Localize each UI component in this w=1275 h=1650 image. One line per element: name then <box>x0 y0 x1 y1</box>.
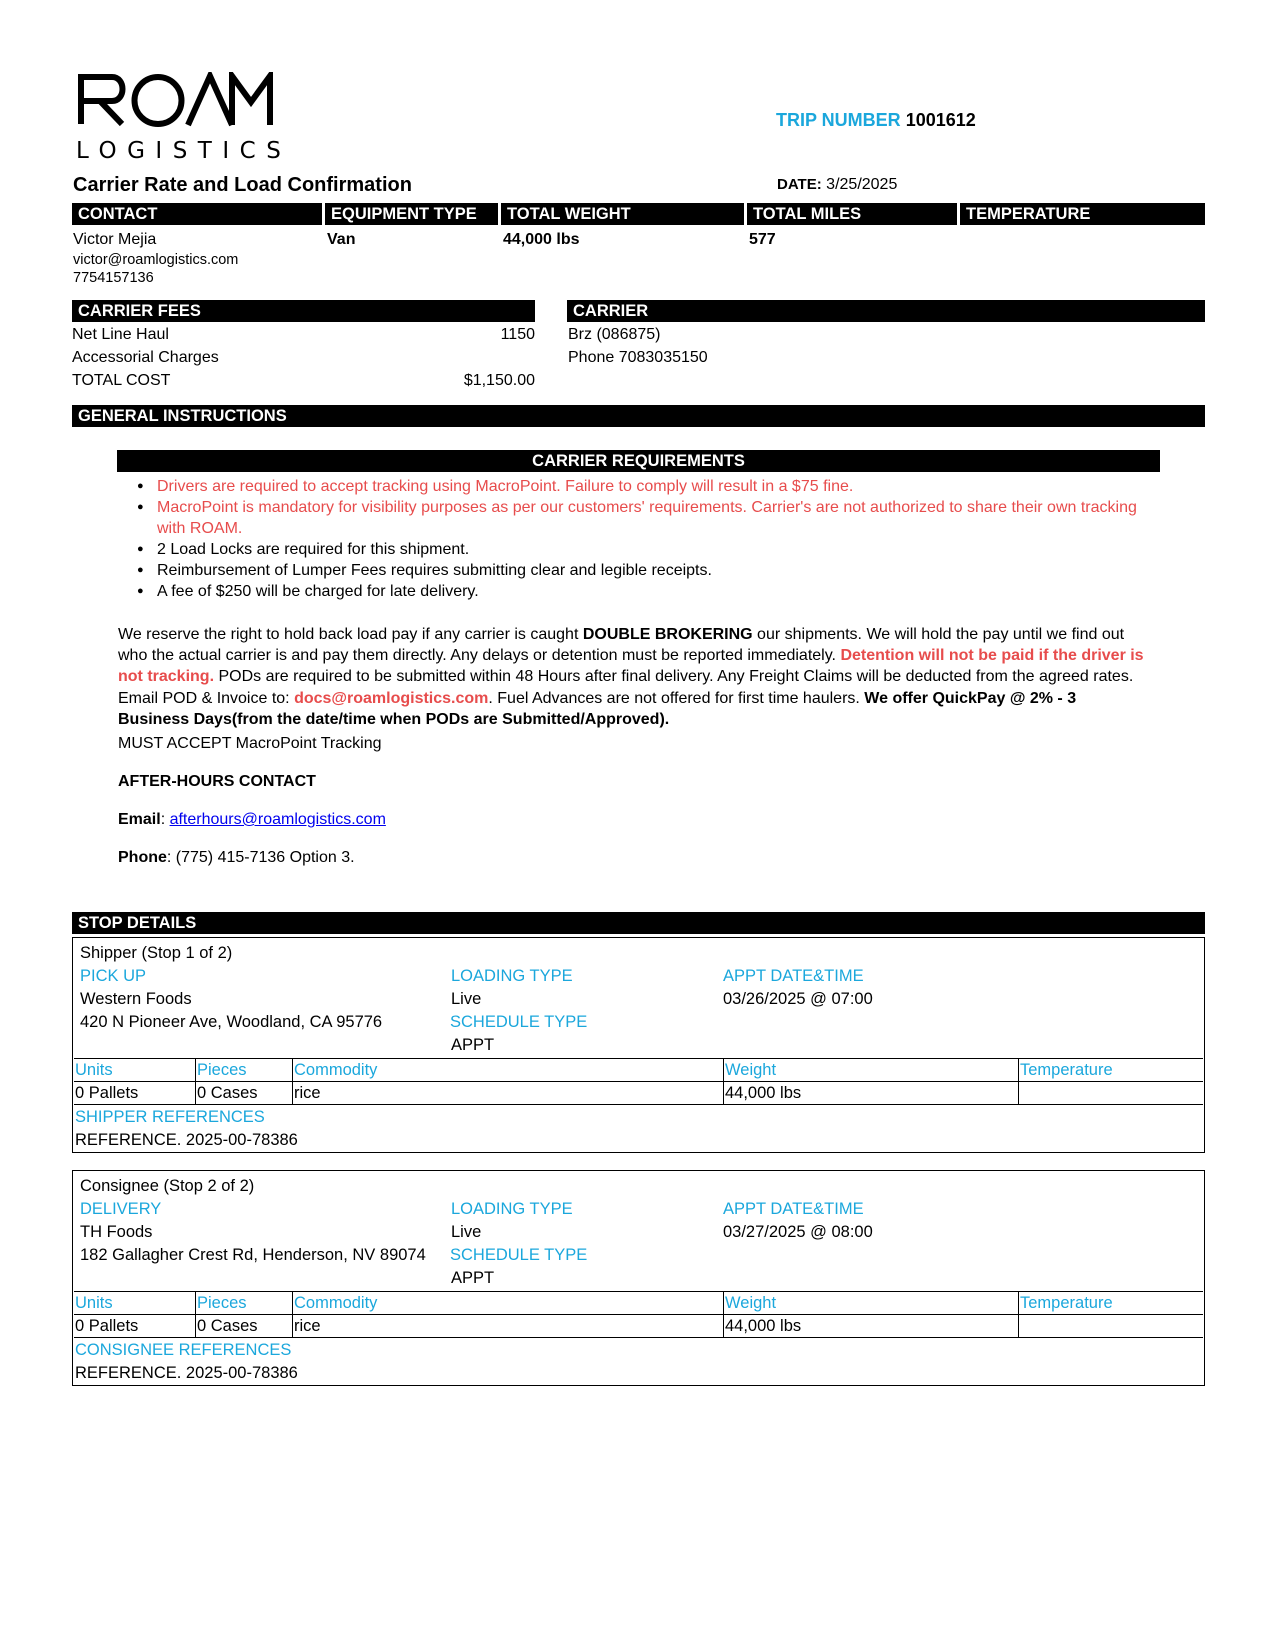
equipment-value: Van <box>327 231 356 248</box>
terms-text: We reserve the right to hold back load pay if any carrier is caught <box>118 626 583 643</box>
trip-number-value: 1001612 <box>905 110 976 130</box>
loading-type-value: Live <box>451 990 482 1008</box>
col-temperature: Temperature <box>1020 1294 1113 1312</box>
requirement-text: Drivers are required to accept tracking using MacroPoint. Failure to comply will result in a $75 fine. <box>157 478 854 495</box>
table-rule <box>74 1291 1203 1292</box>
date-value: 3/25/2025 <box>826 176 898 193</box>
trip-number <box>776 110 976 130</box>
table-divider <box>195 1291 196 1337</box>
email-label: Email <box>118 811 161 828</box>
date-label: DATE: <box>777 176 822 193</box>
weight-value: 44,000 lbs <box>503 231 580 248</box>
appt-value: 03/26/2025 @ 07:00 <box>723 990 873 1008</box>
stop-card-consignee <box>72 1170 1205 1386</box>
cell-units: 0 Pallets <box>75 1084 139 1102</box>
header-temperature: TEMPERATURE <box>960 203 1205 225</box>
loading-type-value: Live <box>451 1223 482 1241</box>
stop-company: TH Foods <box>80 1223 153 1241</box>
stop-card-shipper <box>72 937 1205 1153</box>
requirement-text: 2 Load Locks are required for this shipment. <box>157 541 470 558</box>
col-weight: Weight <box>725 1294 777 1312</box>
carrier-requirements-header: CARRIER REQUIREMENTS <box>117 450 1160 472</box>
reference-value: REFERENCE. 2025-00-78386 <box>75 1364 298 1382</box>
table-divider <box>723 1058 724 1104</box>
col-units: Units <box>75 1061 113 1079</box>
loading-type-label: LOADING TYPE <box>451 967 573 985</box>
cell-weight: 44,000 lbs <box>725 1084 802 1102</box>
miles-value: 577 <box>749 231 776 248</box>
col-commodity: Commodity <box>294 1061 378 1079</box>
terms-bold-double-brokering: DOUBLE BROKERING <box>582 626 753 643</box>
header-equipment-type: EQUIPMENT TYPE <box>325 203 498 225</box>
stop-address: 182 Gallagher Crest Rd, Henderson, NV 89074 <box>80 1246 426 1264</box>
date <box>777 175 897 195</box>
fee-total-label: TOTAL COST <box>72 372 171 389</box>
table-rule <box>74 1314 1203 1315</box>
references-label: SHIPPER REFERENCES <box>75 1108 265 1126</box>
cell-pieces: 0 Cases <box>197 1317 258 1335</box>
fee-line-haul-value: 1150 <box>500 326 535 343</box>
requirement-item <box>137 476 1147 497</box>
trip-number-label: TRIP NUMBER <box>776 110 901 130</box>
terms-text: our shipments. We will hold the pay until we find out who the actual carrier is and pay them directly. Any delays or detention must be reported immediately. <box>118 626 1125 665</box>
col-weight: Weight <box>725 1061 777 1079</box>
cell-units: 0 Pallets <box>75 1317 139 1335</box>
appt-value: 03/27/2025 @ 08:00 <box>723 1223 873 1241</box>
references-label: CONSIGNEE REFERENCES <box>75 1341 292 1359</box>
schedule-type-value: APPT <box>451 1269 495 1287</box>
stop-address: 420 N Pioneer Ave, Woodland, CA 95776 <box>80 1013 383 1031</box>
terms-text: PODs are required to be submitted within 48 Hours after final delivery. Any Freight Claims will be deducted from the agreed rates. Email POD & Invoice to: <box>118 668 1134 707</box>
cell-pieces: 0 Cases <box>197 1084 258 1102</box>
after-hours-email-link[interactable]: afterhours@roamlogistics.com <box>169 811 386 828</box>
fee-line-haul-label: Net Line Haul <box>72 326 169 343</box>
stop-title: Shipper (Stop 1 of 2) <box>80 944 233 962</box>
stop-title: Consignee (Stop 2 of 2) <box>80 1177 255 1195</box>
table-divider <box>1018 1058 1019 1104</box>
quickpay-offer: We offer QuickPay @ 2% - 3 Business Days(from the date/time when PODs are Submitted/Approved). <box>118 689 1077 728</box>
macropoint-notice: MUST ACCEPT MacroPoint Tracking <box>118 735 382 752</box>
cell-commodity: rice <box>294 1317 321 1335</box>
fee-total-value: $1,150.00 <box>463 372 535 389</box>
after-hours-phone <box>118 848 355 868</box>
stop-type-label: DELIVERY <box>80 1200 162 1218</box>
carrier-phone: Phone 7083035150 <box>568 349 708 366</box>
table-rule <box>74 1337 1203 1338</box>
page-title: Carrier Rate and Load Confirmation <box>73 174 412 196</box>
carrier-header: CARRIER <box>567 300 1205 322</box>
stop-details-header: STOP DETAILS <box>72 912 1205 934</box>
table-divider <box>195 1058 196 1104</box>
requirement-item <box>137 539 1147 560</box>
appt-label: APPT DATE&TIME <box>723 967 864 985</box>
table-rule <box>74 1058 1203 1059</box>
header-total-miles: TOTAL MILES <box>747 203 957 225</box>
requirement-item <box>137 497 1147 539</box>
contact-name: Victor Mejia <box>73 231 157 248</box>
carrier-fees-header: CARRIER FEES <box>72 300 535 322</box>
table-divider <box>292 1291 293 1337</box>
logo-subtitle: LOGISTICS <box>76 138 292 164</box>
requirement-item <box>137 581 1147 602</box>
requirement-text: A fee of $250 will be charged for late delivery. <box>157 583 479 600</box>
carrier-name: Brz (086875) <box>568 326 661 343</box>
contact-phone: 7754157136 <box>73 270 154 286</box>
loading-type-label: LOADING TYPE <box>451 1200 573 1218</box>
table-rule <box>74 1104 1203 1105</box>
col-pieces: Pieces <box>197 1294 247 1312</box>
header-contact: CONTACT <box>72 203 322 225</box>
after-hours-title: AFTER-HOURS CONTACT <box>118 773 316 790</box>
table-divider <box>723 1291 724 1337</box>
requirement-text: MacroPoint is mandatory for visibility purposes as per our customers' requirements. Carrier's are not authorized to share their own tracking with ROAM. <box>157 499 1137 537</box>
table-divider <box>292 1058 293 1104</box>
terms-detention-warning: Detention will not be paid if the driver is not tracking. <box>118 647 1144 686</box>
phone-label: Phone <box>118 849 167 866</box>
general-instructions-header: GENERAL INSTRUCTIONS <box>72 405 1205 427</box>
cell-commodity: rice <box>294 1084 321 1102</box>
roam-logo-mark <box>78 72 278 128</box>
reference-value: REFERENCE. 2025-00-78386 <box>75 1131 298 1149</box>
table-rule <box>74 1081 1203 1082</box>
schedule-type-value: APPT <box>451 1036 495 1054</box>
col-commodity: Commodity <box>294 1294 378 1312</box>
requirement-item <box>137 560 1147 581</box>
after-hours-email: Email: afterhours@roamlogistics.com <box>118 811 386 828</box>
stop-type-label: PICK UP <box>80 967 147 985</box>
header-total-weight: TOTAL WEIGHT <box>501 203 744 225</box>
table-divider <box>1018 1291 1019 1337</box>
schedule-type-label: SCHEDULE TYPE <box>450 1013 588 1031</box>
schedule-type-label: SCHEDULE TYPE <box>450 1246 588 1264</box>
appt-label: APPT DATE&TIME <box>723 1200 864 1218</box>
requirements-list <box>137 476 1147 602</box>
requirement-text: Reimbursement of Lumper Fees requires submitting clear and legible receipts. <box>157 562 712 579</box>
terms-text: . Fuel Advances are not offered for first time haulers. <box>488 689 865 707</box>
col-units: Units <box>75 1294 113 1312</box>
fee-accessorial-label: Accessorial Charges <box>72 349 219 366</box>
col-temperature: Temperature <box>1020 1061 1113 1079</box>
docs-email: docs@roamlogistics.com <box>294 689 489 707</box>
terms-paragraph <box>118 624 1148 730</box>
contact-email: victor@roamlogistics.com <box>73 252 239 268</box>
stop-company: Western Foods <box>80 990 192 1008</box>
col-pieces: Pieces <box>197 1061 247 1079</box>
cell-weight: 44,000 lbs <box>725 1317 802 1335</box>
phone-value: : (775) 415-7136 Option 3. <box>166 849 355 866</box>
